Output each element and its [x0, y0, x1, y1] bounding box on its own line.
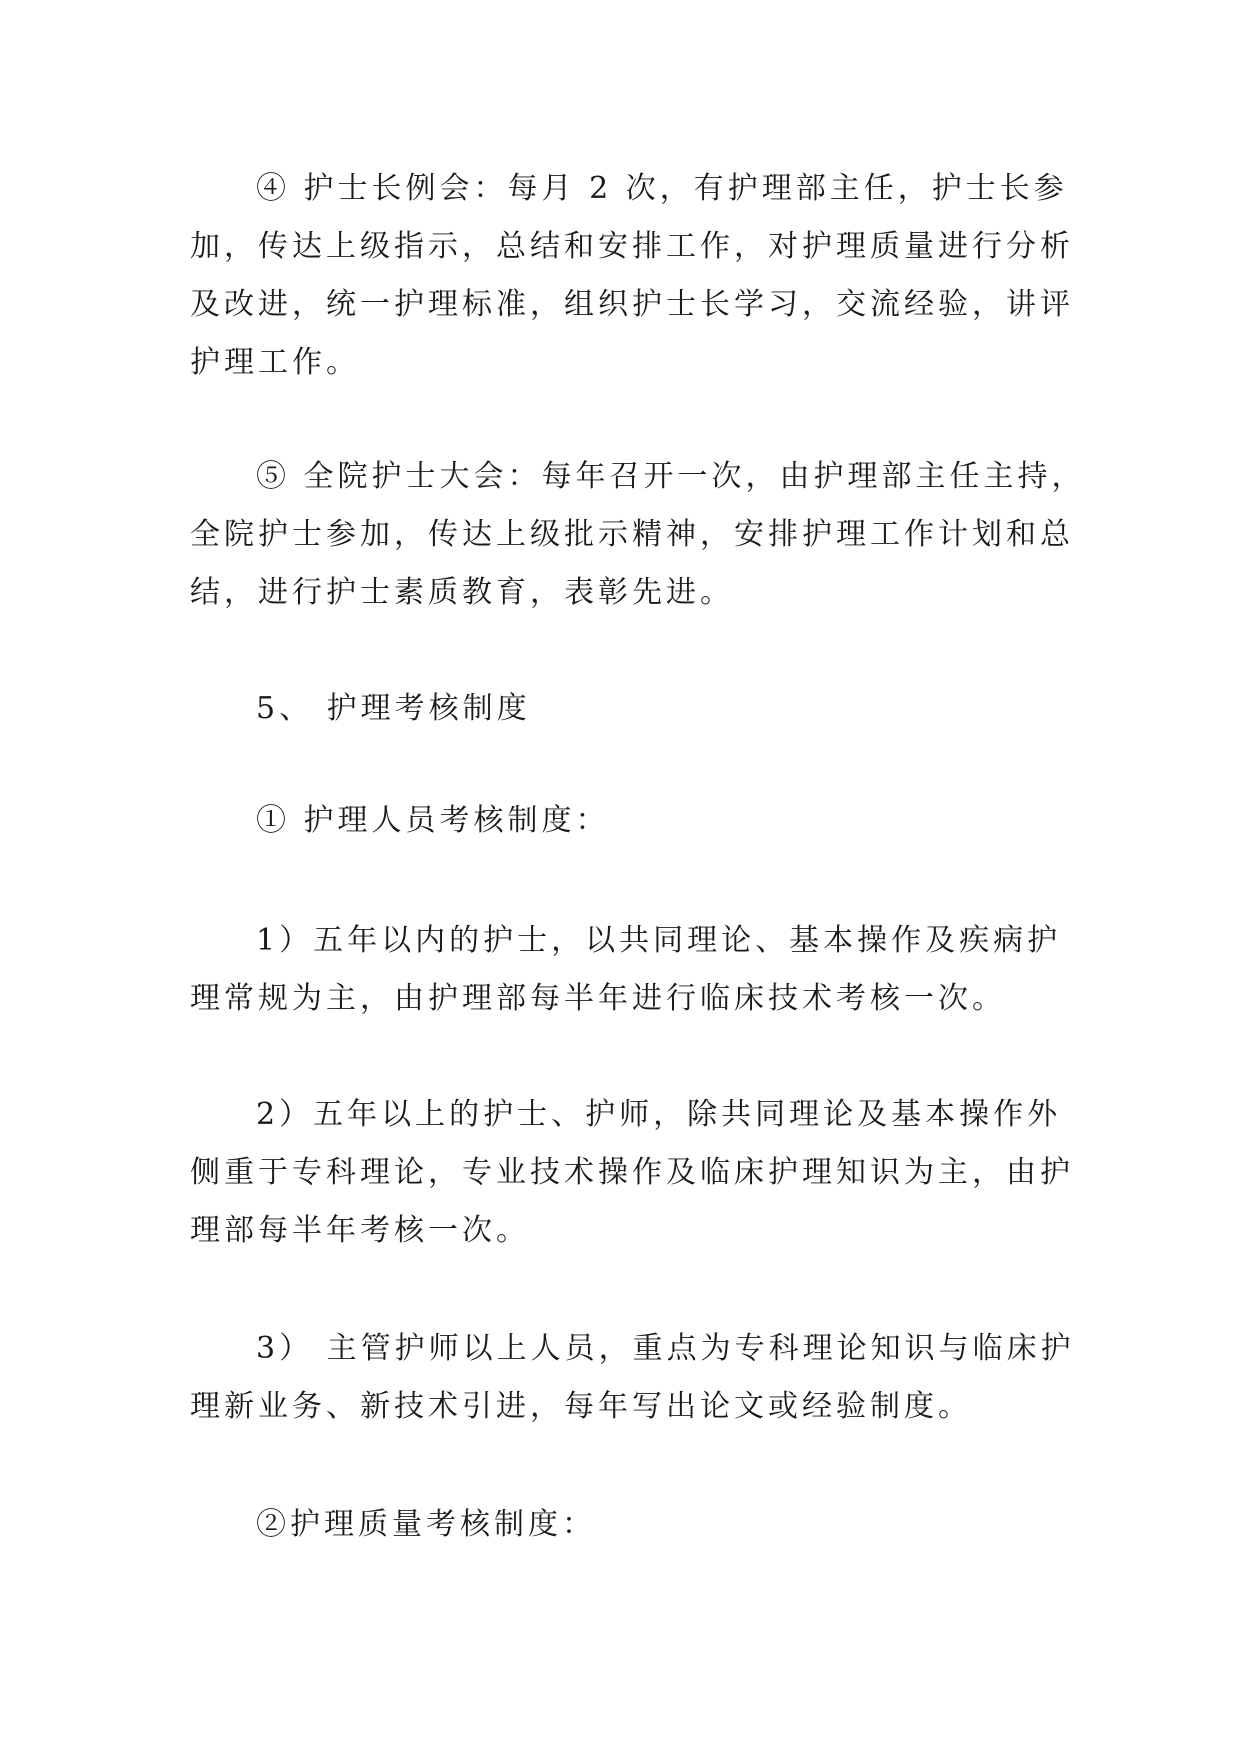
text-line: 及改进，统一护理标准，组织护士长学习，交流经验，讲评 — [190, 287, 1074, 322]
text-line: 结，进行护士素质教育，表彰先进。 — [190, 575, 734, 610]
paragraph-all-nurse-assembly — [190, 448, 1086, 622]
text-line: ②护理质量考核制度： — [256, 1507, 596, 1542]
text-line: 全院护士参加，传达上级批示精神，安排护理工作计划和总 — [190, 517, 1074, 552]
paragraph-item-3 — [190, 1320, 1075, 1436]
subheading-personnel-assessment — [190, 792, 1070, 850]
text-line: 1）五年以内的护士，以共同理论、基本操作及疾病护 — [256, 923, 1062, 958]
text-line: 2）五年以上的护士、护师，除共同理论及基本操作外 — [256, 1097, 1062, 1132]
text-line: 3） 主管护师以上人员，重点为专科理论知识与临床护 — [256, 1331, 1075, 1366]
text-line: 5、 护理考核制度 — [256, 691, 531, 726]
text-line: ⑤ 全院护士大会：每年召开一次，由护理部主任主持， — [256, 459, 1086, 494]
text-line: 加，传达上级指示，总结和安排工作，对护理质量进行分析 — [190, 229, 1074, 264]
text-line: 护理工作。 — [190, 345, 360, 380]
text-line: ④ 护士长例会：每月 2 次，有护理部主任，护士长参 — [256, 171, 1068, 206]
text-line: 侧重于专科理论，专业技术操作及临床护理知识为主，由护 — [190, 1155, 1074, 1190]
text-line: 理部每半年考核一次。 — [190, 1213, 530, 1248]
text-line: 理新业务、新技术引进，每年写出论文或经验制度。 — [190, 1389, 972, 1424]
paragraph-head-nurse-meeting — [190, 160, 1074, 392]
text-line: ① 护理人员考核制度： — [256, 803, 610, 838]
section-heading-assessment-system — [190, 680, 1070, 738]
subheading-quality-assessment — [190, 1496, 1070, 1554]
paragraph-item-2 — [190, 1086, 1074, 1260]
paragraph-item-1 — [190, 912, 1070, 1028]
text-line: 理常规为主，由护理部每半年进行临床技术考核一次。 — [190, 981, 1006, 1016]
